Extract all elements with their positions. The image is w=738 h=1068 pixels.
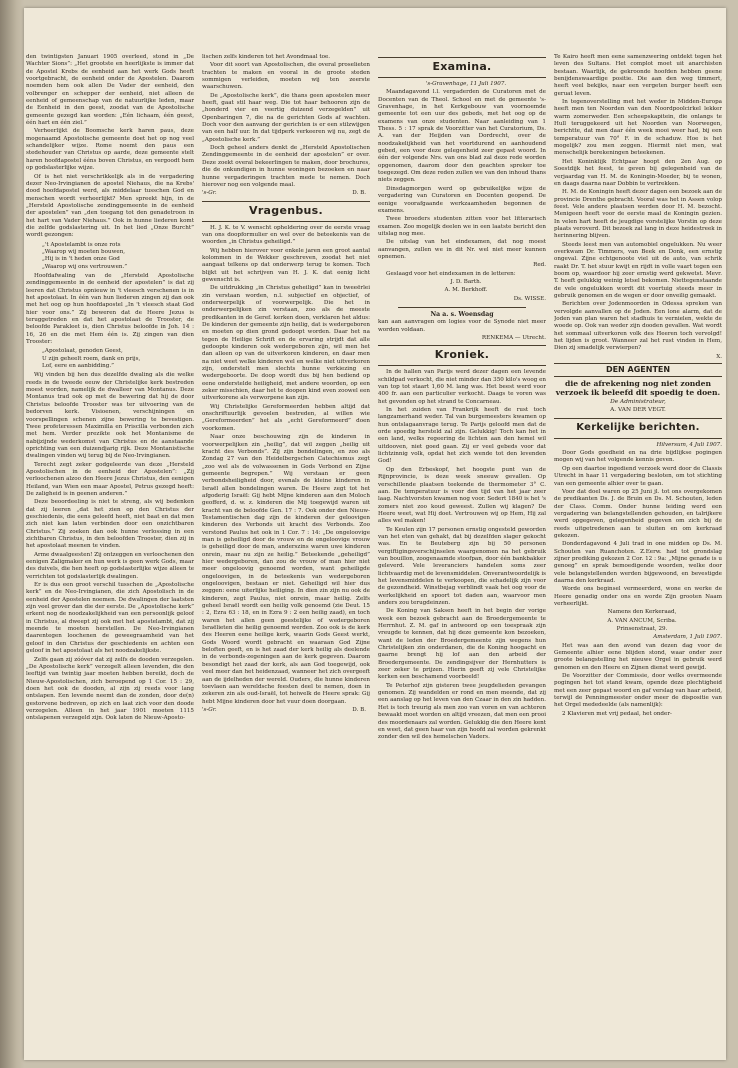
- paragraph: Wij hebben hierover voor enkele jaren een groot aantal kolommen in de Wekker geschreven, zoodat het niet aangaat telkens op dat onderwerp terug te komen. Toch blijkt uit het schrijven van H. J. K. dat eenig licht gewenscht is.: [202, 247, 370, 283]
- paragraph: Door Gods goedheid en na drie bijdlijkse pogingen mogen wij van het volgende kennis geven.: [554, 450, 722, 464]
- paragraph: De „Apostolische kerk”, die thans geen apostelen meer heeft, gaat stil haar weg. Die tot haar behooren zijn de „honderd vier en veertig duizend verzegelden” uit Openbaringen 7, die na de gerichten Gods af wachten. Doch voor den aanvang der gerichten is er een stilzwijgen van een half uur. In dat tijdperk verkeeren wij nu, zegt de „Apostolische kerk.”: [202, 92, 370, 143]
- paragraph: Zelfs gaan zij zóóver dat zij zelfs de dooden verzegelen. „De Apostolische kerk” verzegelt alleen levenden, die den leeftijd van twintig jaar moeten hebben bereikt, doch de Nieuw-Apostolischen, zich beroepend op 1 Cor. 15 : 29, doen het ook de dooden, al zijn zij reeds voor lang ontslapen. Een levende neemt dan de zonden, door de(n) gestorvene bedreven, op zich en laat zich voor den doode verzegelen. Alleen in het jaar 1901 moeten 1115 ontslapenen verzegeld zijn. Ook laten de Nieuw-Aposto-: [26, 656, 194, 722]
- paragraph: Of is het niet verschrikkelijk als in de vergadering dezer Neo-Irvingianen de apostel Niehaus, die na Krebs' dood hoofdapostel werd, als middelaar tusschen God en menschen wordt verheerlijkt? Men spreekt hijn, in de „Hersteld Apostolische zendinggemeente in de eenheid der apostelen” van „den toegang tot den genadetroon in het hart van Vader Niehaus.” Ook in hunne liederen komt die zelfde godslastering uit. In het lied „Onze Burcht” wordt gezongen:: [26, 173, 194, 239]
- agents-notice-title: DEN AGENTEN: [554, 363, 722, 377]
- paragraph: Deze beoordeeling is niet te streng, als wij bedenken dat zij leeren „dat het zien op den Christus der geschiedenis, die eens geleefd heeft, niet baat en dat men zich niet kan laten verbinden door een onzichtbaren Christus.” Zij zoeken dan ook hunne verlossing in een zichtbaren Christus, in den beloofden Trooster, dien zij in het apostolaat meenen te vinden.: [26, 499, 194, 550]
- binding-gutter: [0, 0, 24, 1068]
- paragraph: In het zuiden van Frankrijk heeft de rust toch langzamerhand weder. Tal van burgemeesters kwamen op hun ontslagaanvrage terug. Te Parijs geloofd men dat de orde spoedig hersteld zal zijn. Gelukkig! Toch kan het in een land, welks regeering de lichten aan den hemel wil uitdooven, niet goed gaan. Zij er veel gebeds voor dat lichtzinnig volk, opdat het zich wende tot den levenden God!: [378, 407, 546, 465]
- column-3: [378, 54, 546, 1044]
- paragraph: Steeds leest men van automobiel ongelukken. Nu weer overkwam Dr. Timmers, van Beek en Donk, een ernstig ongeval. Zijne echtgenoote viel uit de auto, van schrik raakt Dr. T. het stuur kwijt en rijdt in volle vaart tegen een boom op, waardoor hij zeer ernstig werd gekwetst. Mevr. T. heeft gelukkig weinig letsel bekomen. Niettegenstaande de vele ongelukken wordt dit voertuig steeds meer in gebruik genomen en de wegen er door onveilig gemaakt.: [554, 241, 722, 299]
- signature-place: 's-Gr.: [202, 706, 217, 713]
- verse-line: U zijn geheelt roem, dank en prijs,: [42, 355, 141, 362]
- hymn-verse: [26, 242, 194, 271]
- signature: X.: [716, 353, 722, 360]
- paragraph: In tegenoverstelling met het weder in Midden-Europa heeft men ten Noorden van den Noordpoolcirkel lekker warm zomerweder. Een scheepskapitein, die onlangs te Hull teruggekeerd uit het Noorden van Noorwegen, berichtte, dat men daar één week mooi weer had, bij een temperatuur van 70° F. in de schaduw. Hoe is het mogelijk? zou men zeggen. Hiermit niet men, wat menschelijk berekeningen beteekenen.: [554, 99, 722, 157]
- signature: A. VAN ANCUM, Scriba.: [607, 617, 677, 624]
- column-2: [202, 54, 370, 1044]
- paragraph: Donderdagavond 4 Juli trad in one midden op Ds. M. Schouten van Ruanchoten. Z.Eerw. had tot grondslag zijner prediking gekozen 2 Cor. 12 : 9a: „Mijne genade is u genoeg” en sprak bemoedigende woorden, welke door vele belangstellenden werden bijgewoond, en bevestigde daarna den kerkraad.: [554, 541, 722, 584]
- editor-sign: Red.: [533, 262, 546, 269]
- section-heading-box: [378, 345, 546, 366]
- paragraph: Geslaagd voor het eindexamen in de letteren:: [386, 270, 516, 277]
- paragraph: lischen zelfs kinderen tot het Avondmaal toe.: [202, 54, 331, 60]
- section-heading: Kerkelijke berichten.: [576, 421, 700, 433]
- paragraph: Er is dus een groot verschil tusschen de „Apostolische kerk” en de Neo-Irvingianen, die zich Apostolisch in de eenheid der Apostelen noemen. De dwalingen der laatsten zijn veel grover dan die der eerste. De „Apostolische kerk” erkent nog de noodzakelijkheid van een persoonlijk geloof in Christus, al dweept zij ook met het apostelambt, dat zij meende te moeten herstellen. De Neo-Irvingianen daarentegen loochenen de geweegraamheid van het geloof in den Christus der geschiedenis en achten een geloof in het apostolaat als het noodzakelijkste.: [26, 582, 194, 655]
- signature: Ds. WISSE.: [513, 295, 546, 302]
- verse-line: „Apostolaat, genoden Geest,: [42, 348, 123, 355]
- paragraph: Worde ons beginsel vermeerderd, wone en werke de Heere genadig onder ons en worde Zijn grooten Naam verheerlijkt.: [554, 586, 722, 607]
- paragraph: Arme dwaalgeesten! Zij ontzeggen en verloochenen den eenigen Zaligmaker en hun werk is geen werk Gods, maar des duivels, die hen heeft op godslasterlijke wijze alleen te verrichten tot godslasterlijk dwalingen.: [26, 551, 194, 580]
- section-heading: Vragenbus.: [249, 203, 323, 217]
- paragraph: De uitdrukking „in Christus geheiligd” kan in tweeërlei zin verstaan worden, n.l. subjectief en objectief, of onderwerpelijk of voorwerpelijk. Die het in onderwerpelijken zin verstaan, zoo als de meeste predikanten in de Geref. kerken doen, verklaren het aldus: De kinderen der gemeente zijn heilig, dat is wedergeboren en moeten op dien grond gedoopt worden. Daar het na tegen de Heilige Schrift en de ervaring strijdt dat alle gedoopte kinderen ook wedergeboren zijn, wil men het dan alleen op van de uitverkoren kinderen, en daar men na niet weet welke kinderen wel en welke niet uitverkoren zijn, onderstelt men slechts hunne verkiezing en wedergeboorte. De doop wordt dus bij hen bediend op eene onderstelde heiligheid, met andere woorden, op een zeker misschien, daar het te doopen kind even zoowel een uitverkorene als verworpene kan zijn.: [202, 285, 370, 402]
- paragraph: De uitslag van het eindexamen, dat nog moest aanvangen, zullen we in dit Nr. wel niet meer kunnen opnemen.: [378, 239, 546, 260]
- signature: RENKEMA — Utrecht.: [481, 335, 546, 341]
- paragraph: Het was aan den avond van dezen dag voor de Gemeente alhier eene blijden stond, waar onder zeer groote belangstelling het nieuwe Orgel in gebruik werd genomen en den Heere en Zijnen dienst werd gewijd.: [554, 642, 722, 671]
- paragraph: Op een daartoe ingediend verzoek werd door de Classis Utrecht in haar 11 vergadering besloten, om tot stichting van een gemeente alhier over te gaan.: [554, 465, 722, 487]
- verse-line: „'t Apostelambt is onze rots: [42, 241, 121, 248]
- paragraph: Terecht zegt zeker godgeleerde van deze „Hersteld Apostolischen in de eenheid der Apostelen”: „Zij verloochenen alzoo den Heere Jezus Christus, den eenigen Heiland, van Wien een maar Apostel, Petrus gezegd heeft: De zaligheid is in geenen anderen.”: [26, 461, 194, 497]
- signature-place: 's-Gr.: [202, 190, 217, 197]
- column-4: [554, 54, 722, 1044]
- paragraph: Berichten over Jodenmoorden in Odessa spreken van vervolgde aanvallen op de Joden. Een lone alarm, dat de Joden van plan waren het stadhuis te vernielen, wekte de woede op. Ook van weder zijn dooden gevallen. Wat wordt het sommaal uitverkoren volk des Heeren toch vervolgd! het lijden is groot. Wanneer zal het rust vinden in Hem, Dien zij smadelijk verwierpen?: [554, 301, 722, 352]
- paragraph: Te Kairo heeft men eene samenzwering ontdekt tegen het leven des Sultans. Het complot moet uit anarchisten bestaan. Waarlijk, de gekroonde hoofden hebben geene benijdenswaardige positie. Die aan den weg timmert, heeft veel bekijks, naar een vergeten burger heeft een geruat leven.: [554, 54, 722, 97]
- paragraph: De Koning van Saksen heeft in het begin der vorige week een bezoek gebracht aan de Broedergemeente te Herrnhut. Z. M. gaf in antwoord op een toespraak zijn vreugde te kennen, dat hij deze gemeente kon bezoeken, want de leden der Broedergemeente zijn wegens hun Christelijken zin onderdanen, die de Koning hoogacht en gaarne brengt hij lof aan den arbeid der Broedergemeente. De zendingsijver der Hernhutters is zeer zeker te prijzen. Hierin geeft zij vele Christelijke kerken een beschamend voorbeeld!: [378, 608, 546, 681]
- paragraph: In de hallen van Parijs werd dezer dagen een levende schildpad verkocht, die niet minder dan 350 kilo's woog en van top tot staart 1,60 M. lang was. Het beest werd voor 400 fr. aan een particulier verkocht. Daags te voren was het gevonden op het strand te Concarneau.: [378, 369, 546, 405]
- section-heading: Kroniek.: [434, 348, 490, 362]
- paragraph: De Voorzitter der Commissie, door welks overmeende pogingen het tot stand kwam, opende deze plechtigheid met een zeer gepast woord en gaf verslag van haar arbeid, terwijl de Penningmeester onder meer de dispositie van het Orgel mededeelde (als namenlijk):: [554, 673, 722, 709]
- section-heading-box: [202, 201, 370, 222]
- verse-line: „Waarop wij ons vertrouwen.”: [42, 263, 128, 270]
- signature-line: [202, 190, 366, 197]
- dateline: Hilversum, 4 Juli 1907.: [656, 441, 722, 448]
- verse-line: „Hij is in 't heden onze God: [42, 256, 120, 263]
- signature-line: [202, 707, 366, 714]
- paragraph: Wij vinden bij hen dus dezelfde dwaling als die welke reeds in de tweede eeuw der Christelijke kerk bestreden moest worden, namelijk de dwalleer van Montanus. Deze Montanus trad ook op met de bewering dat hij de door Christus beloofde Trooster was ter uitvoering van de bedorven kerk. Visioenen, verschijningen en voorspellingen schenen zijne bewering te bevestigen. Twee profeteressen Maximilla en Priscilla verbonden zich met hem. Verder prezikte ook het Montanisme de nabijzijnde wederkomst van Christus en de aanstaande oprichting van een duizendjarig rijk. Deze Montanistische dwalingen vinden wij terug bij de Neo-Irvingianen.: [26, 372, 194, 460]
- paragraph: Te Keulen zijn 17 personen ernstig ongesteld geworden van het eten van gehakt, dat bij dezelfden slager gekocht was. En te Beuteberg zijn bij 50 personen vergiftigingsverschijnselen waargenomen na het gebruik van bouillon, zoogenaamde stoofpan, door één bankbakker geleverd. Vele leveranciers handelen soms zeer lichtvaardig met de levensmiddelen. Onverantwoordelijk is het levensmiddelen te verkoopen, die schadelijk zijn voor de gezondheid. Winstbejag verblindt vaak het oog voor de werkelijkheid en spoort tot daden aan, waarvoor men anders zou terugdeinzen.: [378, 526, 546, 606]
- notice-title: Na a. s. Woensdag: [430, 310, 494, 318]
- paragraph: Te Peterhof zijn gisteren twee jeugdelieden gevangen genomen. Zij wandelden er rond en men meende, dat zij een aanslag op het leven van den Czaar in den zin hadden. Het is toch treurig als men zoo van voren en van achteren bewaakt moet worden en altijd vreezen, dat men een prooi des moordenaars zal worden. Gelukkig die den Heere kent en weet, dat geen haar van zijn hoofd zal worden gekrenkt zonder den wil des hemelschen Vaders.: [378, 682, 546, 741]
- agents-notice-body: die de afrekening nog niet zonden verzoek ik beleefd dit spoedig te doen.: [555, 379, 721, 398]
- section-heading: Examina.: [432, 60, 492, 73]
- dateline: Amsterdam, 1 Juli 1907.: [653, 634, 722, 641]
- section-heading-box: [378, 57, 546, 78]
- signature-label: Namens den Kerkeraad,: [607, 609, 677, 616]
- paragraph: Voor dit soort van Apostolischen, die overal proselieten trachten te maken en vooral in de groote steden sommigen verleiden, moeten wij ten zeerste waarschuwen.: [202, 62, 370, 91]
- signature-initials: D. B.: [352, 706, 366, 713]
- notice-text: kan aan aanvragen om logies voor de Synode niet meer worden voldaan.: [378, 319, 546, 333]
- section-heading-box: [554, 418, 722, 439]
- paragraph: Het Koninklijk Echtpaar hoopt den 2en Aug. op Soestdijk het feest, te geven bij gelegenheid van de verjaardag van H. M. de Koningin-Moeder, bij te wonen, en daags daarna naar Dobbin te vertrekken.: [554, 158, 722, 187]
- paragraph: Dinsdagmorgen werd op gebruikelijke wijze de vergadering van Curatoren en Docenten geopend. De eenige voorafgaande werkzaamheden begonnen de examens.: [378, 185, 546, 214]
- verse-line: „Waarop wij moeten bouwen,: [42, 248, 126, 255]
- paragraph: Twee broeders studenten zitten voor het litterarisch examen. Zoo mogelijk deelen we in een laatste bericht den uitslag nog mee.: [378, 216, 546, 237]
- paragraph: Naar onze beschouwing zijn de kinderen in voorwerpelijken zin „heilig”, dat wil zeggen „heilig uit kracht des Verbonds”. Zij zijn bondelingen, en zoo als Zondag 27 van den Heidelbergschen Catechismus zegt „zoo wel als de volwassenen in Gods Verbond en Zijne gemeente begrepen.” Wij verstaan er geen verbondsheiligheid door, evenals de kleine kinderen in Israël allen bondelingen waren. De Heere zegt tot het afgoderig Israël: Gij hebt Mijne kinderen aan den Moloch geofferd, d. w. z. kinderen die Mij toegewijd waren uit kracht van de beloofde Gen. 17 : 7. Ook onder den Nieuw-Testamentischen dag zijn de kinderen der geloovigen kinderen des Verbonds uit kracht des Verbonds. Zoo verstond Paulus het ook in 1 Cor. 7 : 14: „De ongeloovige man is geheiligd door de vrouw en de ongeloovige vrouw is geheiligd door de man, anderszins waren uwe kinderen onrein, maar nu zijn ze heilig.” Beteekende „geheiligd” hier wedergeboren, dan zou de vrouw of man hier niet meer ongeloovig genoemd worden, want geheiligde ongeloovigen, in de beteekenis van wedergeboren ongeloovigen, bestaan er niet. Geheiligd wil hier dus zeggen: eene uiterlijke heiliging. In dien zin zijn nu ook de kinderen, zegt Paulus, niet onrein, maar heilig. Zelfs geheel Israël wordt een heilig volk genoemd (zie Deut. 15 : 2, Ezra 63 : 18, en in Ezra 9 : 2 een heilig zaad), en toch waren het allen geen geestelijke of wedergeboren Israëlieten die heilig genoemd werden. Zoo ook is de kerk des Heeren eene heilige kerk, waarin Gods Geest werkt, Gods Woord wordt gebracht en waaraan God Zijne beloften geeft, en is het zaad der kerk heilig als deelende in de verbonds-zegeningen aan de kerk gegeven. Daarom besondigt het zaad der kerk, als aan God toegewijd, ook veel meer dan het heidenzaad, wanneer het zich overgeeft aan de ijdelheden der wereld. Ouders, die hunne kinderen toevlaen aan wereldsche feesten deel te nemen, doen in zekeren zin als oud-Israël, tot heiwelk de Heere sprak: Gij hebt Mijne kinderen door het vuur doen doorgaan.: [202, 434, 370, 705]
- paragraph: Wij Christelijke Gereformeerden hebben altijd dat onschriftuurlijk gevoelen bestreden, al willen wie „Gereformeerden” het als „echt Gereformeerd” doen voorkomen.: [202, 403, 370, 432]
- graduate-name: J. D. Barth.: [450, 278, 482, 285]
- divider: [398, 307, 526, 308]
- signature-initials: D. B.: [352, 190, 366, 197]
- paragraph: Verheerlijkt de Boomsche kerk haren paus, deze mogenaamd Apostolische gemeente doet het op nog veel schandelijker wijze. Rome noemt den paus een stedehouder van Christus op aarde, deze gemeente stelt haren hoofdapostel ééns boven Christus, en vergoodt hem op godslasterlijke wijze.: [26, 128, 194, 172]
- administrator-name: A. VAN DER VEGT.: [610, 407, 666, 414]
- paragraph: den twintigsten Januari 1905 overleed, stond in „De Wachter Sions”: „Het grootste en heerlijkste is immer dat de Apostel Krebs de eenheid aan het werk Gods heeft voortgebracht, de eenheid onder de Apostelen. Daarom noemden hem ook allen De Vader der eenheid, den volbrenger en schepper der eenheid, niet alleen de eenheid of gemeenschap van de natuurlijke leden, maar de Eenheid in den geest, zoodat van de Apostolische gemeente gezegd kan worden: „Eén lichaam, één geest, één hart en één ziel.”: [26, 54, 194, 127]
- paragraph: Voor dat doel waren op 25 Juni jl. tot ons overgekomen de predikanten Ds. J. de Bruin en Ds. M. Schouten, leden der Class. Comm. Onder hunne leiding werd een vergadering van belangstellenden gehouden, en talrijkere werd opgegeven, gelegenheid gegeven om zich bij de reeds uitgetredenen aan te sluiten en om kerkraad gekozen.: [554, 488, 722, 539]
- verse-line: Lof, eere en aanbidding.”: [42, 363, 114, 370]
- dateline: 's-Gravenhage, 11 Juli 1907.: [425, 81, 507, 87]
- agents-notice: [554, 363, 722, 415]
- paragraph: Op den Erbeskopf, het hoogste punt van de Rijnprovincie, is deze week sneeuw gevallen. Op verschillende plaatsen teekende de thermometer 3° C. aan. De temperatuur is voor den tijd van het jaar zeer laag. Nachtvorsten kwamen nog voor. Sedert 1840 is het 's zomers niet zoo koud geweest. Zullen wij klagen? De Heere weet, wat Hij doet. Vertrouwen wij op Hem, Hij zal alles wel maken!: [378, 466, 546, 525]
- paragraph: Hoofdafwaling van de „Hersteld Apostolische zendinggemeente in de eenheid der apostelen” is dat zij leeren dat Christus opnieuw in 't vleesch verschenen is in het apostolaat. In één van hun liederen zingen zij dan ook met het oog op hun hoofdapostel „In 't vleesch staat God hier voor ons.” Zij beweren dat de Heere Jezus is teruggetreden en dat het apostolaat de Trooster, de beloofde Parakleet is, dien Christus beloofde in Joh. 14 : 16, 26 en die met Hem één is. Zij zingen van dien Trooster:: [26, 272, 194, 346]
- address: Prinsenstraat, 29.: [616, 626, 668, 633]
- administrator-label: De Administrateur,: [610, 399, 666, 406]
- paragraph: H. J. K. te V. wenscht opheldering over de eerste vraag van ons doopformulier en wel over de beteekenis van de woorden „in Christus geheiligd.”: [202, 224, 370, 246]
- column-1: [26, 54, 194, 1044]
- paragraph: 2 Klavieren met vrij pedaal, het onder-: [562, 710, 672, 717]
- hymn-verse: [26, 348, 194, 370]
- paragraph: H. M. de Koningin heeft dezer dagen een bezoek aan de provincie Drenthe gebracht. Vooral was het in Assen volop feest. Vele andere plaatsen werden door H. M. bezocht. Menigeen heeft voor de eerste maal de Koningin gezien. In velen hart heeft de jeugdige vorstelijke Vorstin op deze plaats veroverd. Dit bezoek zal lang in deze heidestreek in herinnering blijven.: [554, 189, 722, 240]
- graduate-name: A. M. Berkhoff.: [444, 287, 488, 294]
- paragraph: Doch geheel anders denkt de „Hersteld Apostolischen Zendinggemeente in de eenheid der apostelen” er over. Deze zoekt overal bekeerlingen te maken, door brochures, die de onkundigen in hunne woningen bezoeken en naar hunne vergaderingen trachten mede te nemen. Doch hierover nog een volgende maal.: [202, 145, 370, 188]
- paragraph: Maandagavond l.l. vergaderden de Curatoren met de Docenten van de Theol. School en met de gemeente 's-Gravenhage, in het Kerkgebouw van voornoemde gemeente tot een uur des gebeds, met het oog op de examens van onze studenten. Naar aanleiding van 1 Thess. 5 : 17 sprak de Voorzitter van het Curatorium, Ds. A. van der Heijden van Dordrecht, over de noodzakelijkheid van het voortdurend en aanhoudend gebed, een voor deze gelegenheid zeer gepast woord. In één der volgende Nrs. van ons blad zal deze rede worden opgenomen, daarom door den geachten spreker toe toegezegd. Om deze reden zullen we van den inhoud thans niets zeggen.: [378, 89, 546, 184]
